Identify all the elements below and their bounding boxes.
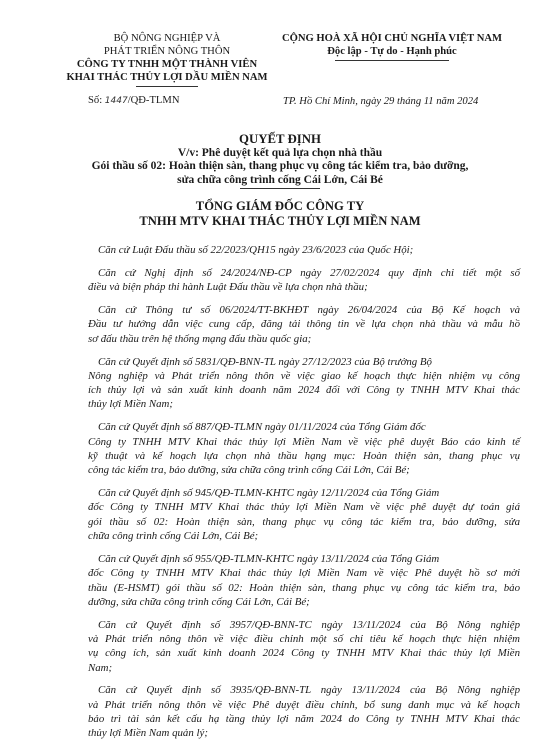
paragraph-line: sơ đấu thầu trên hệ thống mạng đấu thầu quốc gia; — [88, 332, 312, 345]
paragraph-line: công tác kiểm tra, bảo dưỡng, sửa chữa công trình cống Cái Lớn, Cái Bé; — [88, 464, 410, 477]
paragraph-line: và Phát triển nông thôn về việc Phê duyệt điều chỉnh, bổ sung danh mục và kế hoạch — [88, 698, 520, 711]
legal-basis-paragraph — [88, 303, 520, 346]
paragraph-line: dưỡng, sửa chữa công trình cống Cái Lớn, Cái Bé; — [88, 595, 310, 608]
national-header — [272, 32, 512, 58]
country-name: CỘNG HOÀ XÃ HỘI CHỦ NGHĨA VIỆT NAM — [281, 33, 503, 44]
authority-line2: TNHH MTV KHAI THÁC THỦY LỢI MIỀN NAM — [139, 214, 421, 228]
national-motto: Độc lập - Tự do - Hạnh phúc — [327, 46, 457, 57]
paragraph-line: bảo trì tài sản kết cấu hạ tầng thủy lợi năm 2024 do Công ty TNHH MTV Khai thác — [88, 713, 520, 726]
paragraph-line: Căn cứ Nghị định số 24/2024/NĐ-CP ngày 27/02/2024 quy định chi tiết một số — [98, 266, 520, 279]
paragraph-line: ích thủy lợi và sản xuất kinh doanh năm 2024 đối với Công ty TNHH MTV Khai thác — [88, 384, 520, 397]
legal-basis-paragraph — [88, 552, 520, 609]
decision-title — [40, 133, 520, 187]
paragraph-line: Căn cứ Quyết định số 945/QĐ-TLMN-KHTC ngày 12/11/2024 của Tổng Giám — [98, 487, 440, 500]
paragraph-line: vụ công ích, sản xuất kinh doanh 2024 Công ty TNHH MTV Khai thác thủy lợi Miền — [88, 647, 520, 660]
legal-basis-paragraph — [88, 420, 520, 477]
legal-basis-paragraph — [88, 683, 520, 740]
number-suffix: /QĐ-TLMN — [127, 95, 180, 106]
paragraph-line: chữa công trình cống Cái Lớn, Cái Bé; — [88, 530, 259, 543]
paragraph-line: Căn cứ Thông tư số 06/2024/TT-BKHĐT ngày 26/04/2024 của Bộ Kế hoạch và — [98, 304, 520, 317]
paragraph-line: Căn cứ Quyết định số 3935/QĐ-BNN-TL ngày 13/11/2024 của Bộ Nông nghiệp — [98, 684, 520, 697]
number-prefix: Số: — [88, 95, 105, 106]
paragraph-line: Căn cứ Quyết định số 887/QĐ-TLMN ngày 01/11/2024 của Tổng Giám đốc — [98, 421, 426, 434]
paragraph-line: Căn cứ Quyết định số 5831/QĐ-BNN-TL ngày 27/12/2023 của Bộ trưởng Bộ — [98, 355, 432, 368]
legal-basis-paragraph — [88, 486, 520, 543]
handwritten-number: 1447 — [104, 96, 128, 106]
place-date: TP. Hồ Chí Minh, ngày 29 tháng 11 năm 2024 — [283, 96, 479, 107]
decision-subject: V/v: Phê duyệt kết quả lựa chọn nhà thầu — [177, 146, 383, 159]
issuer-header — [62, 32, 272, 84]
document-number — [88, 95, 179, 106]
company-name-line1: CÔNG TY TNHH MỘT THÀNH VIÊN — [76, 59, 258, 70]
paragraph-line: thầu (E-HSMT) gói thầu số 02: Hoàn thiện sàn, thang phục vụ công tác kiểm tra, bảo — [88, 581, 520, 594]
paragraph-line: Căn cứ Quyết định số 955/QĐ-TLMN-KHTC ngày 13/11/2024 của Tổng Giám — [98, 552, 440, 565]
paragraph-line: Căn cứ Quyết định số 3957/QĐ-BNN-TC ngày 13/11/2024 của Bộ Nông nghiệp — [98, 618, 520, 631]
paragraph-line: điều và biện pháp thi hành Luật Đấu thầu về lựa chọn nhà thầu; — [88, 281, 368, 294]
legal-basis-list — [88, 243, 520, 749]
title-underline — [240, 188, 320, 189]
motto-underline — [335, 60, 449, 61]
authority-line1: TỔNG GIÁM ĐỐC CÔNG TY — [195, 199, 365, 213]
package-line1: Gói thầu số 02: Hoàn thiện sàn, thang phục vụ công tác kiểm tra, bảo dưỡng, — [91, 160, 469, 172]
paragraph-line: Căn cứ Luật Đấu thầu số 22/2023/QH15 ngày 23/6/2023 của Quốc Hội; — [98, 244, 414, 256]
document-type: QUYẾT ĐỊNH — [239, 132, 321, 146]
legal-basis-paragraph — [88, 243, 520, 257]
paragraph-line: Công ty TNHH MTV Khai thác thủy lợi Miền Nam về việc phê duyệt Báo cáo kinh tế — [88, 435, 520, 448]
legal-basis-paragraph — [88, 355, 520, 412]
legal-basis-paragraph — [88, 618, 520, 675]
ministry-name-line1: BỘ NÔNG NGHIỆP VÀ — [113, 33, 221, 44]
paragraph-line: gói thầu số 02: Hoàn thiện sàn, thang phục vụ công tác kiểm tra, bảo dưỡng, sửa — [88, 515, 520, 528]
issuer-underline — [136, 86, 198, 87]
paragraph-line: Đầu tư hướng dẫn việc cung cấp, đăng tải thông tin về lựa chọn nhà thầu và mẫu hồ — [88, 318, 520, 331]
issuing-authority — [40, 199, 520, 229]
package-line2: sửa chữa công trình cống Cái Lớn, Cái Bé — [177, 173, 383, 186]
paragraph-line: Nông nghiệp và Phát triển nông thôn về việc giao kế hoạch thực hiện nhiệm vụ công — [88, 369, 520, 382]
paragraph-line: và Phát triển nông thôn về việc điều chỉnh một số chỉ tiêu kế hoạch thực hiện nhiệm — [88, 632, 520, 645]
paragraph-line: Nam; — [88, 661, 113, 674]
paragraph-line: thủy lợi Miền Nam quản lý; — [88, 727, 208, 740]
paragraph-line: kỹ thuật và kế hoạch lựa chọn nhà thầu hạng mục: Hoàn thiện sàn, thang phục vụ — [88, 449, 520, 462]
company-name-line2: KHAI THÁC THỦY LỢI DẦU MIỀN NAM — [66, 72, 268, 83]
paragraph-line: đốc Công ty TNHH MTV Khai thác thủy lợi Miền Nam về việc phê duyệt dự toán giá — [88, 501, 520, 514]
ministry-name-line2: PHÁT TRIỂN NÔNG THÔN — [103, 46, 231, 57]
legal-basis-paragraph — [88, 266, 520, 295]
paragraph-line: thủy lợi Miền Nam; — [88, 398, 173, 411]
paragraph-line: đốc Công ty TNHH MTV Khai thác thủy lợi Miền Nam về việc Phê duyệt hồ sơ mời — [88, 567, 520, 580]
